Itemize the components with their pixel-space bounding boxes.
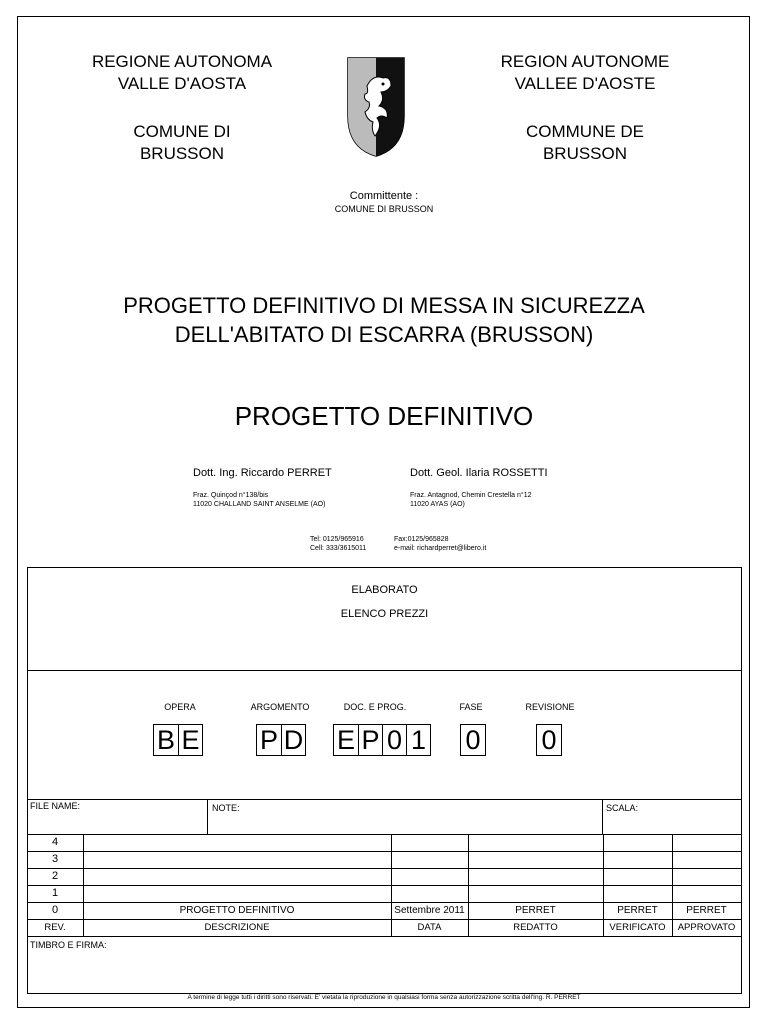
doc-char: E [336, 725, 355, 755]
contact-fax: Fax:0125/965828 [394, 536, 449, 543]
author-1-address-line1: Fraz. Quinçod n°138/bis [193, 492, 269, 499]
author-2-name: Dott. Geol. Ilaria ROSSETTI [410, 467, 548, 479]
timbro-label: TIMBRO E FIRMA: [30, 940, 107, 950]
rev-col-line [468, 834, 469, 936]
header-verificato: VERIFICATO [609, 922, 666, 933]
right-commune-line1: COMMUNE DE [525, 122, 645, 141]
rev-line [27, 902, 741, 903]
opera-char: E [178, 725, 202, 755]
rev-verificato: PERRET [617, 905, 658, 916]
left-commune-line2: BRUSSON [139, 144, 225, 163]
opera-char: B [156, 725, 175, 755]
right-region-line1: REGION AUTONOME [500, 52, 670, 71]
committente-label: Committente : [349, 190, 419, 202]
author-1-address-line2: 11020 CHALLAND SAINT ANSELME (AO) [193, 501, 326, 508]
committente-block [284, 190, 484, 216]
contact-cell: Cell: 333/3615011 [310, 545, 367, 552]
project-title-line2: DELL'ABITATO DI ESCARRA (BRUSSON) [174, 322, 594, 347]
revisione-code-box [536, 724, 562, 756]
left-commune-heading [60, 121, 304, 165]
header-approvato: APPROVATO [677, 922, 736, 933]
doc-label: DOC. E PROG. [343, 702, 407, 712]
committente-value: COMUNE DI BRUSSON [334, 204, 434, 214]
rev-line [27, 919, 741, 920]
opera-code-box [153, 724, 203, 756]
fase-char: 0 [465, 725, 481, 755]
left-commune-line1: COMUNE DI [133, 122, 231, 141]
right-region-line2: VALLEE D'AOSTE [514, 74, 656, 93]
project-subtitle: PROGETTO DEFINITIVO [234, 401, 534, 431]
info-divider-2 [602, 799, 603, 834]
author-2-address-line2: 11020 AYAS (AO) [410, 501, 465, 508]
opera-label: OPERA [164, 702, 196, 712]
rev-descrizione: PROGETTO DEFINITIVO [179, 905, 295, 916]
rev-line [27, 936, 741, 937]
info-divider-1 [207, 799, 208, 834]
contacts-right [394, 535, 486, 553]
author-2-address [410, 491, 531, 509]
doc-char: 1 [406, 725, 430, 755]
coat-of-arms-icon [345, 56, 407, 158]
contacts-left [310, 535, 366, 553]
argomento-char: P [259, 725, 278, 755]
author-1-address [193, 491, 325, 509]
scala-label: SCALA: [606, 803, 639, 813]
right-commune-heading [463, 121, 707, 165]
rev-line [27, 868, 741, 869]
header-rev: REV. [44, 922, 66, 933]
rev-number: 2 [51, 870, 59, 882]
doc-char: 0 [382, 725, 406, 755]
rev-line [27, 851, 741, 852]
argomento-code-box [256, 724, 306, 756]
rev-col-line [672, 834, 673, 936]
rev-approvato: PERRET [686, 905, 727, 916]
doc-char: P [358, 725, 382, 755]
rev-number: 4 [51, 836, 59, 848]
divider-code [27, 799, 742, 800]
file-name-label: FILE NAME: [30, 801, 81, 811]
rev-redatto: PERRET [515, 905, 556, 916]
rev-data: Settembre 2011 [394, 905, 465, 916]
copyright-footer: A termine di legge tutti i diritti sono riservati. E' vietata la riproduzione in qualsiasi forma senza autorizzazione scritta dell'Ing. R. PERRET [187, 994, 581, 1001]
project-title-line1: PROGETTO DEFINITIVO DI MESSA IN SICUREZZA [123, 293, 645, 318]
rev-number: 1 [51, 887, 59, 899]
header-data: DATA [417, 922, 442, 933]
note-label: NOTE: [212, 803, 240, 813]
project-title [24, 291, 744, 349]
rev-col-line [83, 834, 84, 936]
elaborato-label: ELABORATO [351, 584, 418, 596]
header-descrizione: DESCRIZIONE [204, 922, 270, 933]
rev-line [27, 885, 741, 886]
revisione-char: 0 [541, 725, 557, 755]
rev-line [27, 834, 741, 835]
argomento-label: ARGOMENTO [250, 702, 310, 712]
doc-code-box [333, 724, 431, 756]
contact-email: e-mail: richardperret@libero.it [394, 545, 487, 552]
rev-number: 3 [51, 853, 59, 865]
fase-code-box [460, 724, 486, 756]
rev-number: 0 [51, 904, 59, 916]
fase-label: FASE [459, 702, 483, 712]
left-region-heading [60, 51, 304, 95]
left-region-line1: REGIONE AUTONOMA [91, 52, 273, 71]
divider-elaborato [27, 670, 742, 671]
right-region-heading [463, 51, 707, 95]
right-commune-line2: BRUSSON [542, 144, 628, 163]
rev-col-line [391, 834, 392, 936]
header-redatto: REDATTO [513, 922, 558, 933]
rev-col-line [603, 834, 604, 936]
author-1-name: Dott. Ing. Riccardo PERRET [193, 467, 332, 479]
left-region-line2: VALLE D'AOSTA [117, 74, 247, 93]
argomento-char: D [281, 725, 305, 755]
contact-tel: Tel: 0125/965916 [310, 536, 364, 543]
author-2-address-line1: Fraz. Antagnod, Chemin Crestella n°12 [410, 492, 532, 499]
revisione-label: REVISIONE [525, 702, 575, 712]
elaborato-value: ELENCO PREZZI [340, 608, 429, 620]
